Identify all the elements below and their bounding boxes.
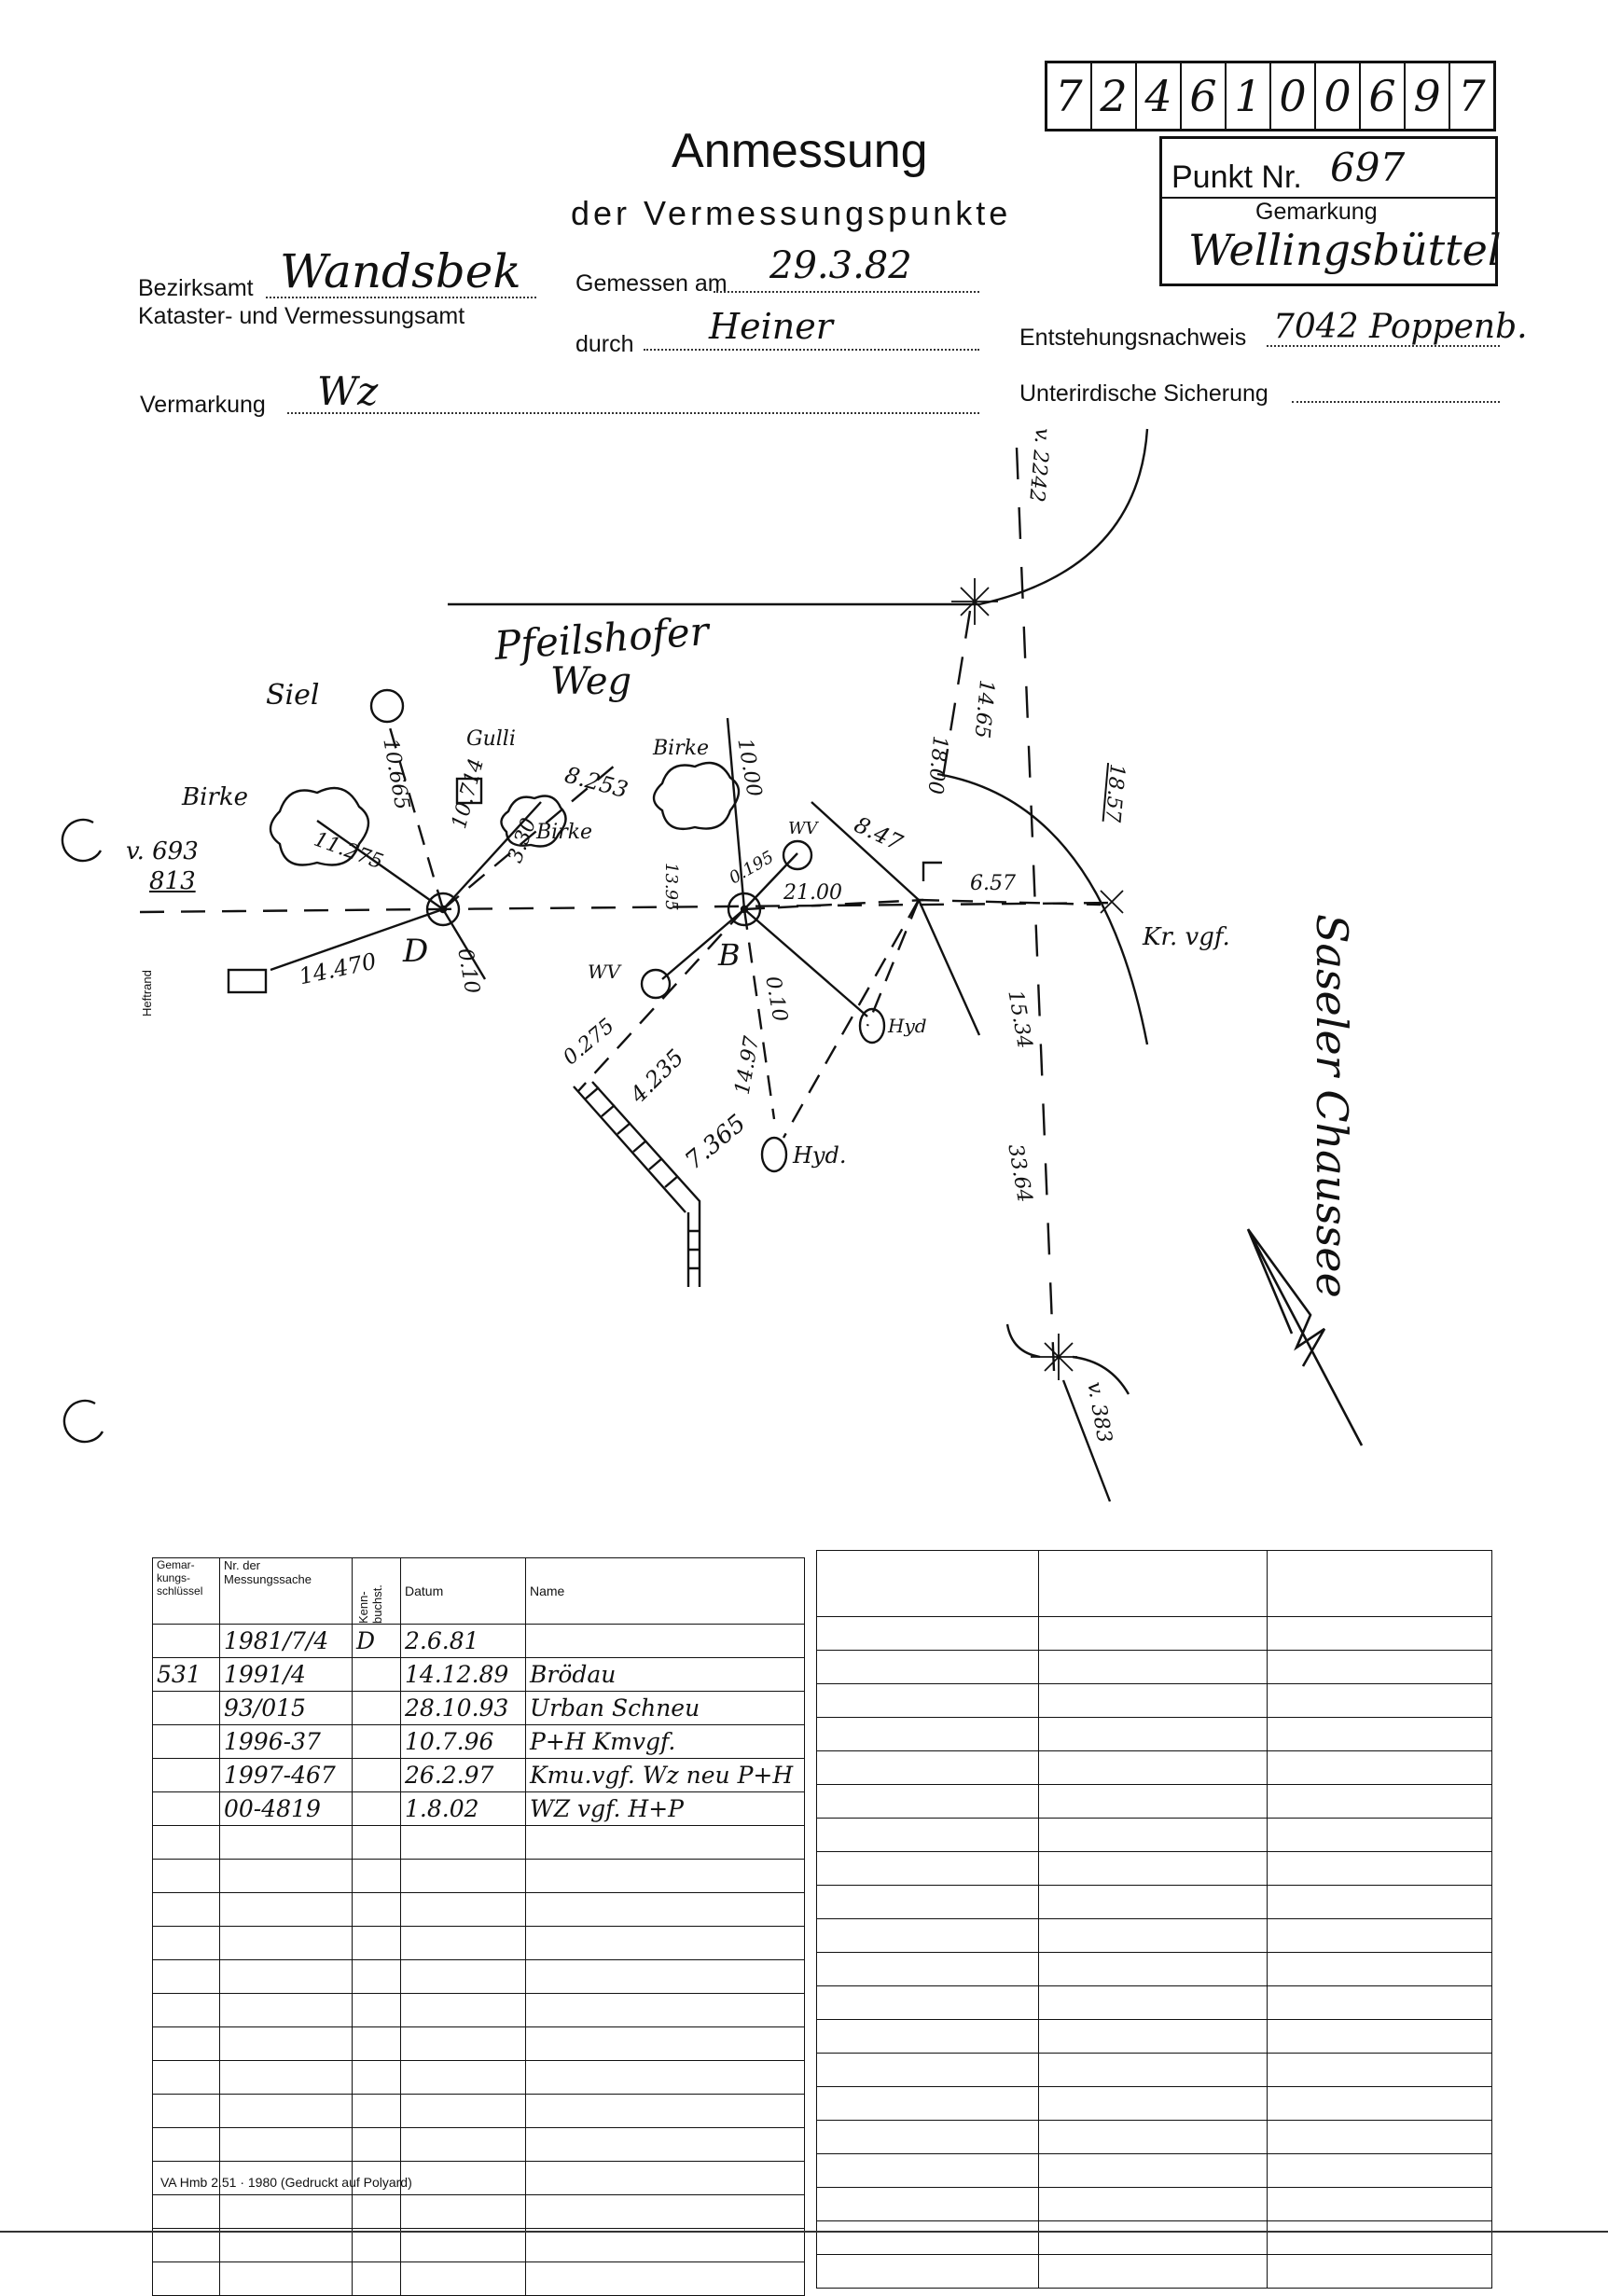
ref-point-label: v. 2242 bbox=[1024, 426, 1054, 504]
point-d-label: D bbox=[403, 933, 429, 970]
table-row bbox=[817, 2121, 1492, 2154]
table-cell: 1.8.02 bbox=[401, 1792, 526, 1826]
measurement: 15.34 bbox=[1003, 989, 1036, 1051]
kr-vgf-label: Kr. vgf. bbox=[1143, 923, 1230, 951]
table-row bbox=[817, 1684, 1492, 1718]
table-row bbox=[153, 1692, 805, 1725]
table-cell: 1991/4 bbox=[220, 1658, 353, 1692]
table-cell bbox=[153, 1792, 220, 1826]
gemarkung-label: Gemarkung bbox=[1255, 199, 1378, 225]
siel-label: Siel bbox=[266, 679, 320, 712]
gemessen-value: 29.3.82 bbox=[769, 244, 912, 287]
entstehung-label: Entstehungsnachweis bbox=[1019, 325, 1247, 351]
col-header: Name bbox=[526, 1558, 805, 1625]
measurement: 14.97 bbox=[730, 1034, 765, 1097]
table-row bbox=[817, 1751, 1492, 1785]
digit: 7 bbox=[1047, 63, 1092, 129]
page-title: Anmessung bbox=[672, 124, 928, 178]
table-row bbox=[817, 1785, 1492, 1819]
table-row bbox=[153, 1927, 805, 1960]
measurement: 4.235 bbox=[625, 1044, 689, 1109]
wv-icon bbox=[642, 970, 670, 998]
box-icon bbox=[229, 970, 266, 992]
hydrant-label: Hyd bbox=[888, 1015, 927, 1037]
binder-hole bbox=[64, 1401, 103, 1442]
wv-label: WV bbox=[788, 819, 818, 838]
survey-ray bbox=[867, 900, 919, 1026]
gemarkung-value: Wellingsbüttel bbox=[1188, 225, 1502, 275]
fence-ladder bbox=[574, 1082, 700, 1287]
point-b-label: B bbox=[718, 937, 741, 973]
durch-value: Heiner bbox=[709, 306, 833, 347]
tree-label: Birke bbox=[182, 783, 248, 811]
table-cell bbox=[353, 1759, 401, 1792]
table-row bbox=[153, 1625, 805, 1658]
measurement: 21.00 bbox=[783, 881, 842, 905]
gulli-label: Gulli bbox=[466, 727, 516, 751]
table-row bbox=[817, 1886, 1492, 1919]
page-subtitle: der Vermessungspunkte bbox=[571, 194, 1012, 232]
table-cell bbox=[153, 1625, 220, 1658]
table-row bbox=[817, 2054, 1492, 2087]
table-cell: WZ vgf. H+P bbox=[526, 1792, 805, 1826]
empty-record-table bbox=[816, 1550, 1492, 2289]
binder-hole bbox=[62, 820, 101, 861]
measurement: 0.10 bbox=[760, 975, 792, 1024]
table-cell bbox=[526, 1625, 805, 1658]
measurement: 10.665 bbox=[378, 737, 414, 812]
table-row bbox=[153, 1725, 805, 1759]
digit: 6 bbox=[1361, 63, 1406, 129]
bezirksamt-value: Wandsbek bbox=[280, 244, 521, 298]
table-row bbox=[153, 1759, 805, 1792]
table-row bbox=[817, 1852, 1492, 1886]
measurement: 18.57 bbox=[1100, 762, 1129, 823]
gemessen-label: Gemessen am bbox=[575, 270, 728, 297]
measurement: 10.714 bbox=[448, 755, 490, 832]
table-cell: P+H Kmvgf. bbox=[526, 1725, 805, 1759]
table-cell: 28.10.93 bbox=[401, 1692, 526, 1725]
digit: 0 bbox=[1271, 63, 1316, 129]
digit: 6 bbox=[1182, 63, 1227, 129]
col-header: Gemar-kungs-schlüssel bbox=[153, 1558, 220, 1625]
measurement: 18.00 bbox=[922, 734, 951, 795]
hydrant-icon bbox=[860, 1009, 884, 1043]
survey-ray bbox=[744, 909, 867, 1017]
heftrand-label: Heftrand bbox=[140, 970, 154, 1017]
ref-point-label: 813 bbox=[149, 867, 196, 895]
table-cell bbox=[353, 1725, 401, 1759]
table-row bbox=[817, 2188, 1492, 2221]
measurement: 11.275 bbox=[311, 827, 386, 875]
table-cell: 531 bbox=[153, 1658, 220, 1692]
table-cell: 26.2.97 bbox=[401, 1759, 526, 1792]
station-cross bbox=[951, 578, 998, 625]
digit: 0 bbox=[1316, 63, 1361, 129]
table-row bbox=[153, 2195, 805, 2229]
measurement: 14.65 bbox=[969, 678, 998, 740]
measurement: 0.195 bbox=[726, 847, 778, 889]
survey-ray bbox=[919, 900, 979, 1035]
table-row bbox=[817, 1617, 1492, 1651]
survey-line bbox=[140, 903, 1119, 912]
measurement: 33.64 bbox=[1003, 1142, 1036, 1205]
table-row bbox=[153, 1994, 805, 2027]
punkt-value: 697 bbox=[1330, 145, 1406, 190]
table-row bbox=[153, 1960, 805, 1994]
vermarkung-value: Wz bbox=[317, 368, 379, 414]
table-cell bbox=[353, 1692, 401, 1725]
col-header: Kenn-buchst. bbox=[353, 1558, 401, 1625]
measurement: 3.30 bbox=[504, 814, 542, 866]
ref-point-label: v. 693 bbox=[126, 837, 199, 865]
tree-icon bbox=[654, 763, 739, 829]
table-row bbox=[817, 2020, 1492, 2054]
print-note: VA Hmb 2.51 · 1980 (Gedruckt auf Polyard) bbox=[160, 2175, 412, 2190]
table-row bbox=[153, 2095, 805, 2128]
table-cell: Kmu.vgf. Wz neu P+H bbox=[526, 1759, 805, 1792]
vermarkung-label: Vermarkung bbox=[140, 392, 266, 418]
table-cell: D bbox=[353, 1625, 401, 1658]
table-cell: Brödau bbox=[526, 1658, 805, 1692]
table-row bbox=[153, 2128, 805, 2162]
kataster-label: Kataster- und Vermessungsamt bbox=[138, 303, 465, 329]
table-cell: 2.6.81 bbox=[401, 1625, 526, 1658]
wv-label: WV bbox=[588, 961, 620, 983]
table-row bbox=[817, 1718, 1492, 1751]
street-name: Weg bbox=[550, 660, 632, 703]
measurement: 0.10 bbox=[452, 947, 484, 996]
measurement: 0.275 bbox=[559, 1014, 619, 1071]
table-cell: 00-4819 bbox=[220, 1792, 353, 1826]
wv-icon bbox=[783, 841, 811, 869]
ref-point-label: v. 383 bbox=[1082, 1380, 1116, 1445]
table-row bbox=[153, 2229, 805, 2262]
measurement: 7.365 bbox=[680, 1109, 752, 1176]
table-header-row bbox=[153, 1558, 805, 1625]
table-row bbox=[153, 1792, 805, 1826]
tree-label: Birke bbox=[536, 821, 593, 844]
digit: 7 bbox=[1458, 71, 1486, 121]
digit: 2 bbox=[1092, 63, 1137, 129]
table-cell: 14.12.89 bbox=[401, 1658, 526, 1692]
measurement: 14.470 bbox=[297, 947, 379, 990]
sicherung-label: Unterirdische Sicherung bbox=[1019, 380, 1268, 407]
tree-label: Birke bbox=[653, 737, 710, 760]
table-row bbox=[153, 1826, 805, 1860]
table-cell bbox=[153, 1692, 220, 1725]
digit: 9 bbox=[1406, 63, 1450, 129]
measurement: 8.253 bbox=[561, 761, 631, 804]
col-header: Datum bbox=[401, 1558, 526, 1625]
table-cell: 1996-37 bbox=[220, 1725, 353, 1759]
durch-label: durch bbox=[575, 331, 634, 357]
digit: 4 bbox=[1137, 63, 1182, 129]
bezirksamt-label: Bezirksamt bbox=[138, 275, 254, 301]
table-row bbox=[817, 2154, 1492, 2188]
measurement: 10.00 bbox=[732, 737, 766, 799]
table-row bbox=[817, 1986, 1492, 2020]
table-row bbox=[817, 1819, 1492, 1852]
entstehung-value: 7042 Poppenb. bbox=[1273, 308, 1528, 346]
table-cell: 1997-467 bbox=[220, 1759, 353, 1792]
table-row bbox=[817, 1919, 1492, 1953]
table-row bbox=[817, 1651, 1492, 1684]
table-cell bbox=[353, 1658, 401, 1692]
bottom-rule bbox=[0, 2231, 1608, 2233]
col-header: Nr. der Messungssache bbox=[220, 1558, 353, 1625]
digit: 1 bbox=[1227, 63, 1271, 129]
measurement: 8.47 bbox=[850, 811, 907, 856]
table-row bbox=[153, 2027, 805, 2061]
hydrant-icon bbox=[762, 1138, 786, 1171]
measurement: 6.57 bbox=[970, 872, 1016, 895]
table-row bbox=[817, 2087, 1492, 2121]
hydrant-label: Hyd. bbox=[793, 1142, 847, 1169]
table-cell bbox=[353, 1792, 401, 1826]
table-row bbox=[153, 2262, 805, 2296]
table-cell: 93/015 bbox=[220, 1692, 353, 1725]
table-row bbox=[153, 1893, 805, 1927]
table-row bbox=[153, 1658, 805, 1692]
measurement: 13.95 bbox=[661, 863, 681, 911]
table-row bbox=[817, 2221, 1492, 2255]
table-row bbox=[817, 1953, 1492, 1986]
table-row bbox=[817, 2255, 1492, 2289]
table-row bbox=[153, 2061, 805, 2095]
street-curve bbox=[979, 426, 1147, 604]
table-cell: Urban Schneu bbox=[526, 1692, 805, 1725]
table-cell: 1981/7/4 bbox=[220, 1625, 353, 1658]
street-name: Saseler Chaussee bbox=[1307, 914, 1357, 1298]
siel-icon bbox=[371, 690, 403, 722]
table-cell: 10.7.96 bbox=[401, 1725, 526, 1759]
table-cell bbox=[153, 1725, 220, 1759]
table-cell bbox=[153, 1759, 220, 1792]
punkt-label: Punkt Nr. bbox=[1171, 159, 1302, 195]
street-name: Pfeilshofer bbox=[492, 608, 711, 669]
table-row bbox=[153, 1860, 805, 1893]
